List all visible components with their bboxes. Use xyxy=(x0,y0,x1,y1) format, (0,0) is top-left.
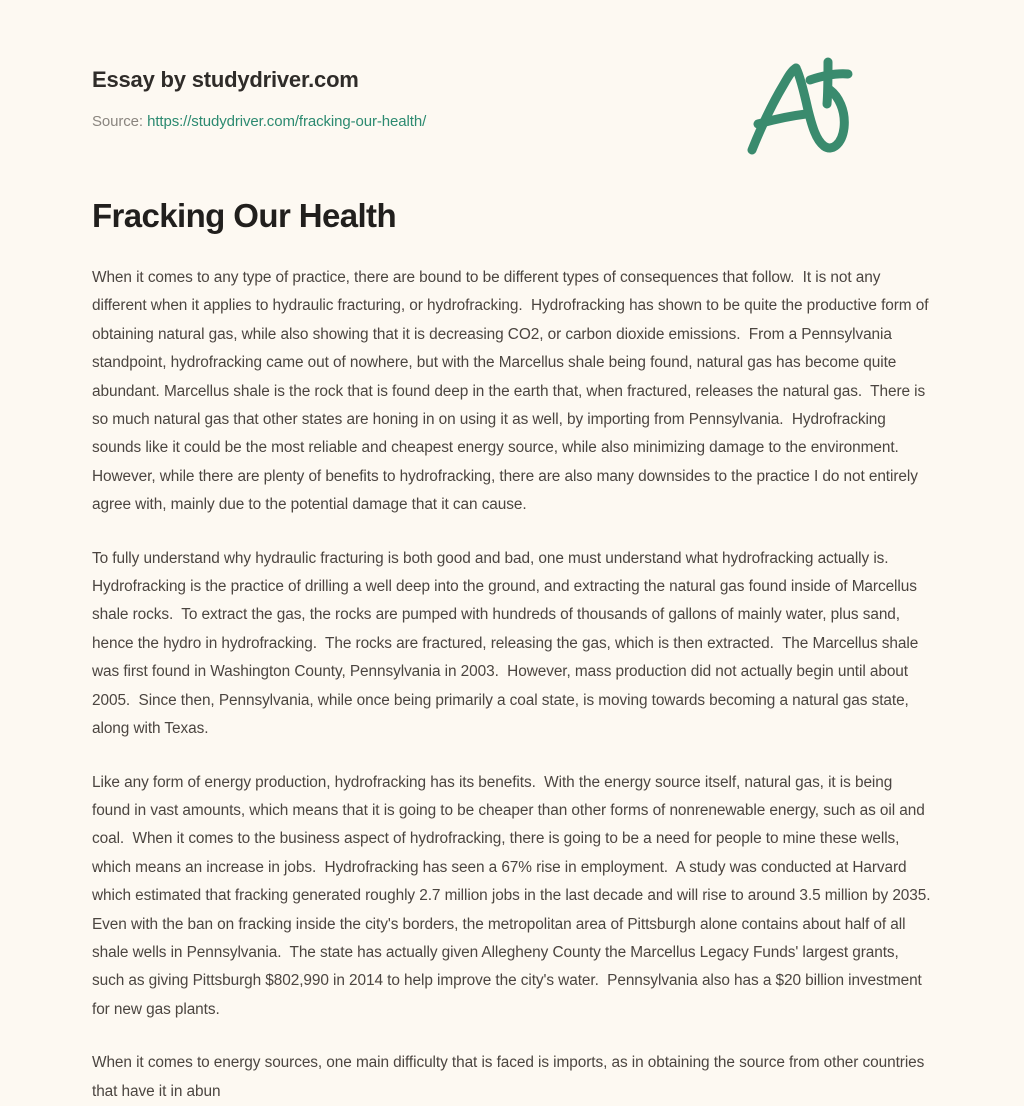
essay-body xyxy=(92,236,935,1106)
paragraph: When it comes to energy sources, one main difficulty that is faced is imports, as in obtaining the source from other countries that have it in abun xyxy=(92,1054,929,1100)
source-label: Source: xyxy=(92,113,143,130)
paragraph: When it comes to any type of practice, there are bound to be different types of consequences that follow. It is not any different when it applies to hydraulic fracturing, or hydrofracking. Hydrofracking has shown to be quite the productive form of obtaining natural gas, while also showing that it is decreasing CO2, or carbon dioxide emissions. From a Pennsylvania standpoint, hydrofracking came out of nowhere, but with the Marcellus shale being found, natural gas has become quite abundant. Marcellus shale is the rock that is found deep in the earth that, when fractured, releases the natural gas. There is so much natural gas that other states are honing in on using it as well, by importing from Pennsylvania. Hydrofracking sounds like it could be the most reliable and cheapest energy source, while also minimizing damage to the environment. However, while there are plenty of benefits to hydrofracking, there are also many downsides to the practice I do not entirely agree with, mainly due to the potential damage that it can cause. xyxy=(92,269,933,514)
source-url-link[interactable]: https://studydriver.com/fracking-our-health/ xyxy=(147,113,427,130)
paragraph: To fully understand why hydraulic fracturing is both good and bad, one must understand what hydrofracking actually is. Hydrofracking is the practice of drilling a well deep into the ground, and extracting the natural gas found inside of Marcellus shale rocks. To extract the gas, the rocks are pumped with hundreds of thousands of gallons of mainly water, plus sand, hence the hydro in hydrofracking. The rocks are fractured, releasing the gas, which is then extracted. The Marcellus shale was first found in Washington County, Pennsylvania in 2003. However, mass production did not actually begin until about 2005. Since then, Pennsylvania, while once being primarily a coal state, is moving towards becoming a natural gas state, along with Texas. xyxy=(92,549,923,738)
page-header xyxy=(92,0,932,130)
source-line xyxy=(92,112,932,132)
byline: Essay by studydriver.com xyxy=(92,67,359,92)
paragraph: Like any form of energy production, hydrofracking has its benefits. With the energy source itself, natural gas, it is being found in vast amounts, which means that it is going to be cheaper than other forms of nonrenewable energy, such as oil and coal. When it comes to the business aspect of hydrofracking, there is going to be a need for people to mine these wells, which means an increase in jobs. Hydrofracking has seen a 67% rise in employment. A study was conducted at Harvard which estimated that fracking generated roughly 2.7 million jobs in the last decade and will rise to around 3.5 million by 2035. Even with the ban on fracking inside the city's borders, the metropolitan area of Pittsburgh alone contains about half of all shale wells in Pennsylvania. The state has actually given Allegheny County the Marcellus Legacy Funds' largest grants, such as giving Pittsburgh $802,990 in 2014 to help improve the city's water. Pennsylvania also has a $20 billion investment for new gas plants. xyxy=(92,773,935,1018)
page-title: Fracking Our Health xyxy=(92,197,397,234)
